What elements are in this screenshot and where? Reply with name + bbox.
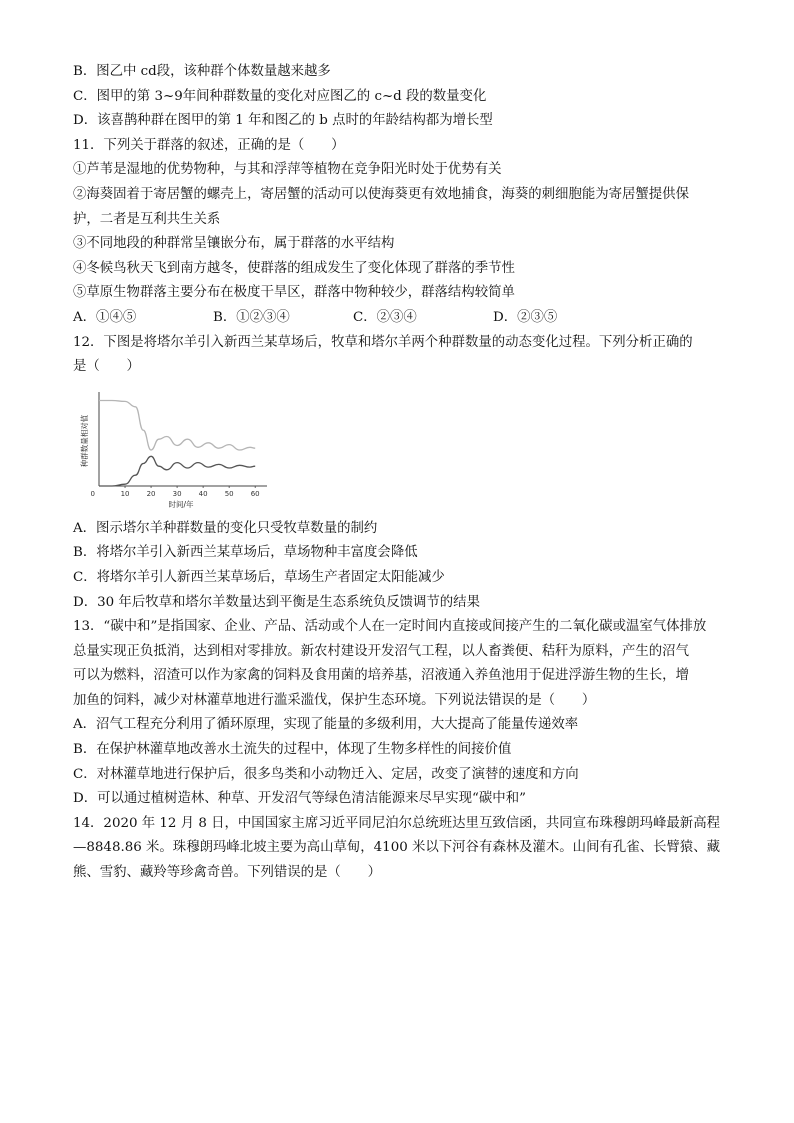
x-tick-label: 10 (120, 489, 130, 498)
x-tick-label: 20 (146, 489, 156, 498)
q13-option-a: A．沼气工程充分利用了循环原理，实现了能量的多级利用，大大提高了能量传递效率 (73, 717, 579, 733)
q11-statement-3: ③不同地段的种群常呈镶嵌分布，属于群落的水平结构 (73, 236, 395, 252)
q14-stem-line-2: —8848.86 米。珠穆朗玛峰北坡主要为高山草甸，4100 米以下河谷有森林及灌木。山间有孔雀、长臂猿、藏 (73, 840, 720, 856)
q13-stem-line-1: 13．“碳中和”是指国家、企业、产品、活动或个人在一定时间内直接或间接产生的二氧化碳或温室气体排放 (73, 619, 707, 635)
q11-options (73, 306, 723, 331)
x-tick-label: 30 (172, 489, 182, 498)
q13-stem-line-3: 可以为燃料，沼渣可以作为家禽的饲料及食用菌的培养基，沼液通入养鱼池用于促进浮游生物的生长，增 (73, 668, 689, 684)
q11-option-a: A．①④⑤ (73, 309, 137, 325)
q10-option-d: D．该喜鹊种群在图甲的第 1 年和图乙的 b 点时的年龄结构都为增长型 (73, 113, 493, 129)
q11-statement-1: ①芦苇是湿地的优势物种，与其和浮萍等植物在竞争阳光时处于优势有关 (73, 162, 502, 178)
series-line-1 (99, 400, 255, 450)
q14-stem-line-3: 熊、雪豹、藏羚等珍禽奇兽。下列错误的是（ ） (73, 865, 381, 881)
q10-option-c: C．图甲的第 3~9年间种群数量的变化对应图乙的 c~d 段的数量变化 (73, 88, 487, 104)
x-tick-label: 40 (198, 489, 208, 498)
series-line-2 (99, 456, 255, 486)
x-tick-label: 60 (250, 489, 260, 498)
q12-option-c: C．将塔尔羊引人新西兰某草场后，草场生产者固定太阳能减少 (73, 569, 445, 585)
q11-statement-5: ⑤草原生物群落主要分布在极度干旱区，群落中物种较少，群落结构较简单 (73, 285, 515, 301)
origin-label: 0 (90, 489, 95, 498)
q12-option-d: D．30 年后牧草和塔尔羊数量达到平衡是生态系统负反馈调节的结果 (73, 594, 480, 610)
q11-statement-4: ④冬候鸟秋天飞到南方越冬，使群落的组成发生了变化体现了群落的季节性 (73, 260, 515, 276)
q13-stem-line-4: 加鱼的饲料，减少对林灌草地进行滥采滥伐，保护生态环境。下列说法错误的是（ ） (73, 692, 596, 708)
q13-stem-line-2: 总量实现正负抵消，达到相对零排放。新农村建设开发沼气工程，以人畜粪便、秸秆为原料，产生的沼气 (73, 643, 689, 659)
q11-statement-2: ②海葵固着于寄居蟹的螺壳上，寄居蟹的活动可以使海葵更有效地捕食，海葵的刺细胞能为寄居蟹提供保 (73, 186, 689, 202)
q11-option-b: B．①②③④ (213, 309, 290, 325)
population-chart-svg (73, 386, 273, 511)
q12-stem-cont: 是（ ） (73, 359, 140, 375)
q11-statement-2-cont: 护，二者是互利共生关系 (73, 211, 221, 227)
exam-page (73, 60, 723, 886)
q10-option-b: B．图乙中 cd段，该种群个体数量越来越多 (73, 64, 331, 79)
q11-stem: 11．下列关于群落的叙述，正确的是（ ） (73, 137, 345, 153)
y-axis-label: 种群数量相对值 (80, 414, 89, 467)
population-chart (73, 386, 723, 511)
q13-option-c: C．对林灌草地进行保护后，很多鸟类和小动物迁入、定居，改变了演替的速度和方向 (73, 766, 579, 782)
q11-option-d: D．②③⑤ (493, 309, 558, 325)
q14-stem-line-1: 14．2020 年 12 月 8 日，中国国家主席习近平同尼泊尔总统班达里互致信函，共同宣布珠穆朗玛峰最新高程 (73, 815, 720, 831)
x-axis-label: 时间/年 (168, 499, 194, 509)
q11-option-c: C．②③④ (353, 309, 417, 325)
x-tick-label: 50 (224, 489, 234, 498)
q13-option-b: B．在保护林灌草地改善水土流失的过程中，体现了生物多样性的间接价值 (73, 742, 512, 758)
q12-option-a: A．图示塔尔羊种群数量的变化只受牧草数量的制约 (73, 520, 378, 536)
q13-option-d: D．可以通过植树造林、种草、开发沼气等绿色清洁能源来尽早实现“碳中和” (73, 791, 526, 807)
q12-option-b: B．将塔尔羊引入新西兰某草场后，草场物种丰富度会降低 (73, 545, 418, 561)
q12-stem: 12．下图是将塔尔羊引入新西兰某草场后，牧草和塔尔羊两个种群数量的动态变化过程。下列分析正确的 (73, 334, 693, 350)
